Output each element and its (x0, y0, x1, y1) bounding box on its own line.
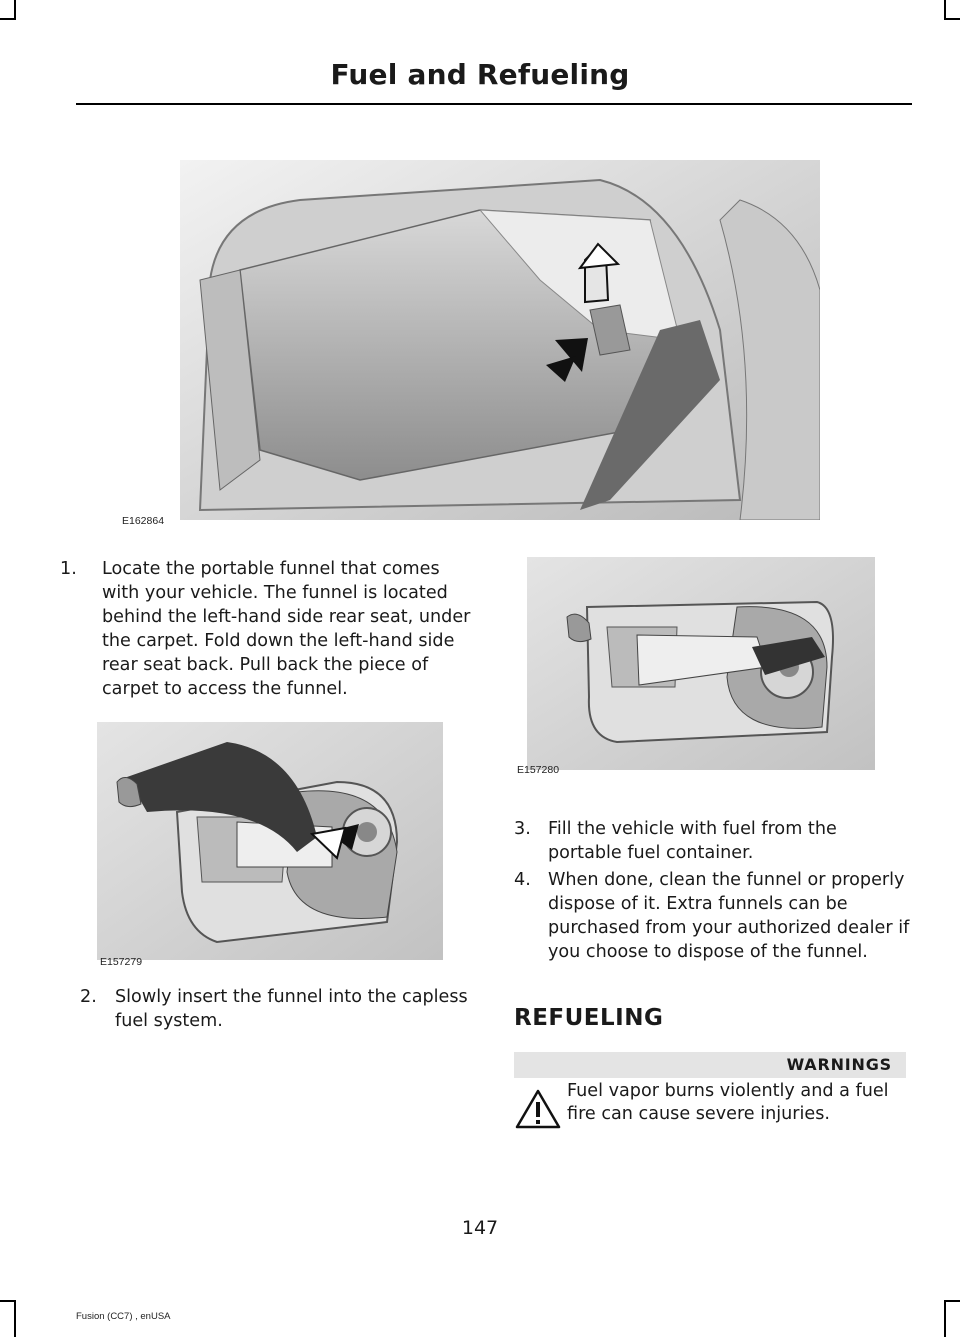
figure-id: E157279 (100, 956, 143, 968)
step-2 (60, 985, 476, 1033)
step-text: Locate the portable funnel that comes with your vehicle. The funnel is located behind the left-hand side rear seat, under the carpet. Fold down the left-hand side rear seat back. Pull back the piece of carpet to access the funnel. (102, 559, 471, 699)
crop-mark (944, 18, 960, 20)
crop-mark (14, 1300, 16, 1337)
step-3 (514, 817, 914, 865)
footer-text: Fusion (CC7) , enUSA (76, 1311, 171, 1322)
funnel-insert-illustration (97, 722, 443, 960)
crop-mark (944, 1300, 960, 1302)
header-rule (76, 103, 912, 105)
step-number: 1. (60, 559, 77, 579)
step-number: 3. (514, 819, 531, 839)
step-1 (60, 557, 476, 701)
figure-id: E162864 (122, 515, 165, 527)
step-text: Slowly insert the funnel into the capless fuel system. (115, 987, 468, 1031)
crop-mark (0, 18, 16, 20)
crop-mark (14, 0, 16, 20)
step-number: 2. (80, 987, 97, 1007)
crop-mark (944, 0, 946, 20)
warning-text: Fuel vapor burns violently and a fuel fire can cause severe injuries. (567, 1081, 889, 1124)
step-text: When done, clean the funnel or properly dispose of it. Extra funnels can be purchased from your authorized dealer if you choose to dispose of the funnel. (548, 870, 910, 962)
page-title: Fuel and Refueling (330, 58, 630, 91)
section-heading: REFUELING (514, 1005, 664, 1031)
rear-seat-illustration (180, 160, 820, 520)
crop-mark (0, 1300, 16, 1302)
warnings-bar (514, 1052, 906, 1078)
figure-id: E157280 (517, 764, 560, 776)
warnings-label: WARNINGS (786, 1055, 892, 1074)
step-text: Fill the vehicle with fuel from the portable fuel container. (548, 819, 837, 863)
warning-triangle-icon (514, 1088, 562, 1130)
page-number: 147 (461, 1217, 499, 1239)
step-number: 4. (514, 870, 531, 890)
crop-mark (944, 1300, 946, 1337)
funnel-fueling-illustration (527, 557, 875, 770)
step-4 (514, 868, 914, 964)
